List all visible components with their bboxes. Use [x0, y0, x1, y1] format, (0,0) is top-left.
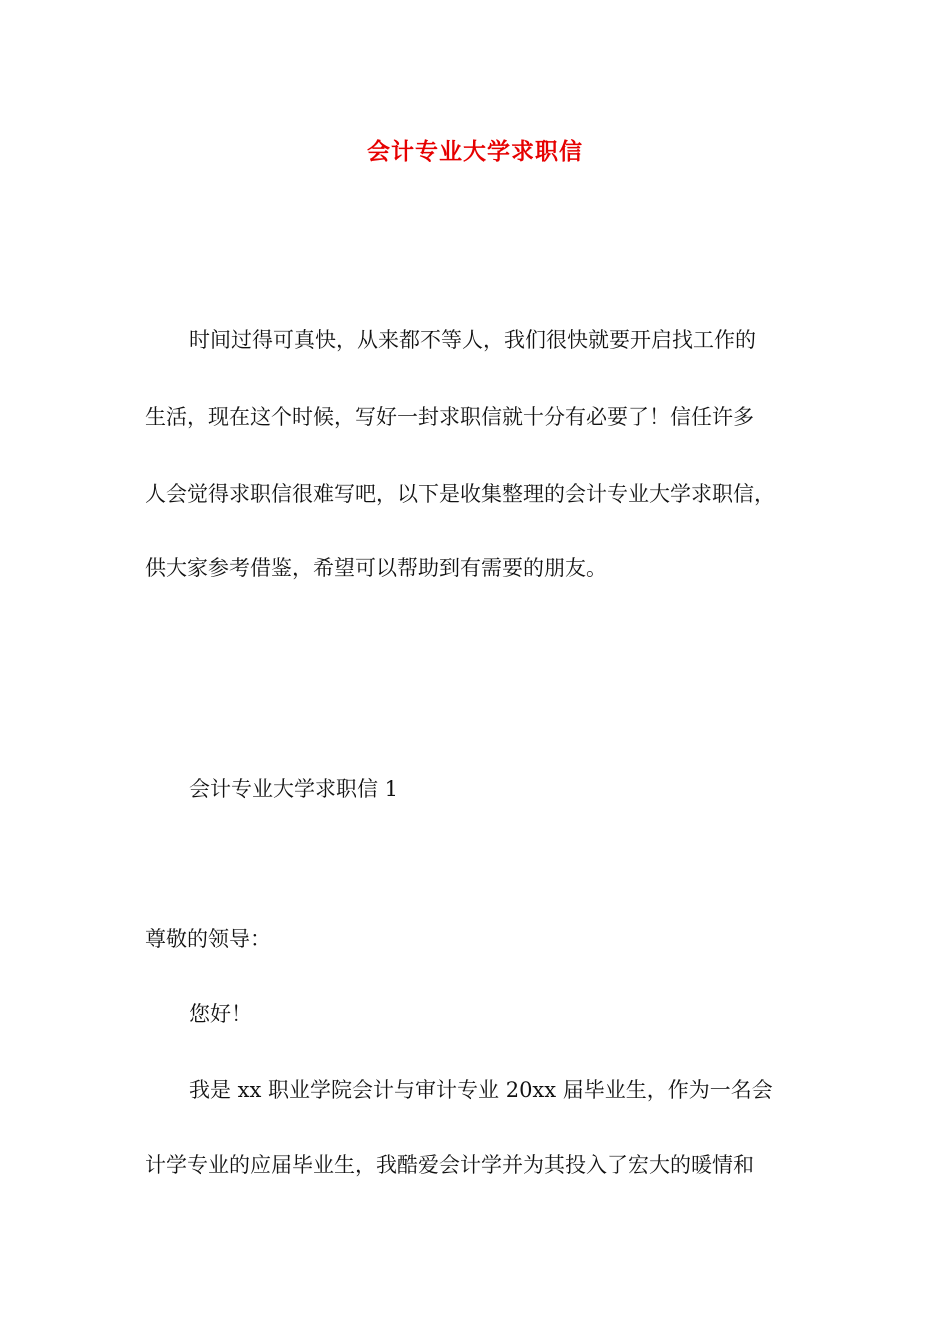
intro-line-2: 生活，现在这个时候，写好一封求职信就十分有必要了！信任许多 [145, 405, 754, 429]
intro-line-4: 供大家参考借鉴，希望可以帮助到有需要的朋友。 [145, 556, 607, 580]
greeting: 您好！ [189, 1002, 252, 1026]
body-line-2: 计学专业的应届毕业生，我酷爱会计学并为其投入了宏大的暖情和 [145, 1153, 754, 1177]
salutation: 尊敬的领导： [145, 927, 271, 951]
body-line-1: 我是 xx 职业学院会计与审计专业 20xx 届毕业生，作为一名会 [189, 1078, 773, 1102]
intro-line-3: 人会觉得求职信很难写吧，以下是收集整理的会计专业大学求职信， [145, 482, 775, 506]
document-title: 会计专业大学求职信 [367, 138, 583, 165]
section-heading: 会计专业大学求职信 1 [189, 777, 399, 801]
intro-line-1: 时间过得可真快，从来都不等人，我们很快就要开启找工作的 [189, 328, 756, 352]
